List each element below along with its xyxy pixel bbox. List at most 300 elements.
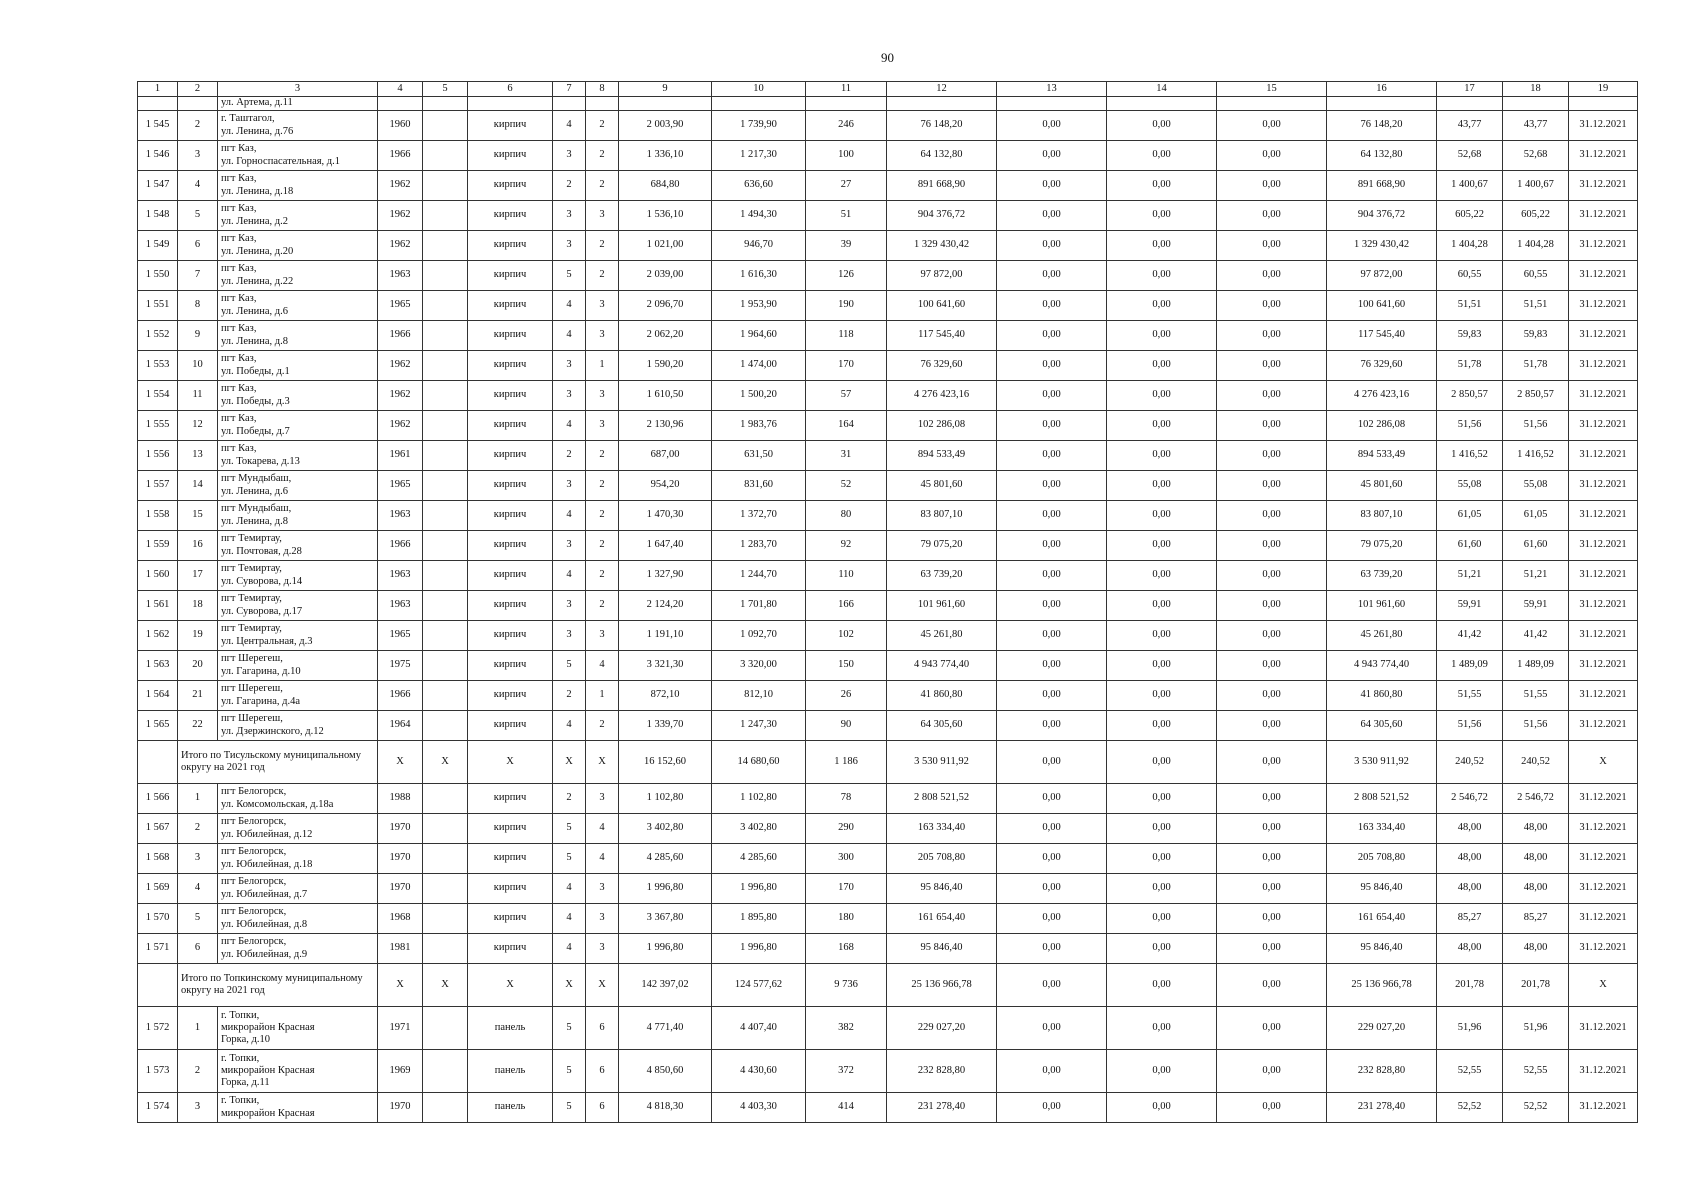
table-cell: кирпич	[468, 711, 553, 741]
address-cell: г. Топки, микрорайон Красная Горка, д.10	[218, 1007, 378, 1050]
table-cell: 1 559	[138, 531, 178, 561]
address-cell: пгт Темиртау, ул. Суворова, д.17	[218, 591, 378, 621]
table-row	[138, 111, 1638, 141]
table-cell: 164	[806, 411, 887, 441]
table-cell: 16	[178, 531, 218, 561]
table-cell: 1 996,80	[712, 934, 806, 964]
table-row	[138, 411, 1638, 441]
table-cell: 63 739,20	[1327, 561, 1437, 591]
column-number-header: 9	[619, 82, 712, 97]
table-cell: 61,60	[1503, 531, 1569, 561]
address-cell: пгт Каз, ул. Горноспасательная, д.1	[218, 141, 378, 171]
table-cell: кирпич	[468, 651, 553, 681]
table-cell: 166	[806, 591, 887, 621]
table-cell: 0,00	[1217, 231, 1327, 261]
table-cell: кирпич	[468, 231, 553, 261]
table-cell: 2 124,20	[619, 591, 712, 621]
table-cell: 19	[178, 621, 218, 651]
table-cell: 3	[553, 351, 586, 381]
table-cell	[423, 621, 468, 651]
column-number-header: 8	[586, 82, 619, 97]
table-cell: 4 430,60	[712, 1050, 806, 1093]
table-cell: 904 376,72	[887, 201, 997, 231]
table-cell	[423, 261, 468, 291]
table-cell: 31.12.2021	[1569, 814, 1638, 844]
table-cell: 1 647,40	[619, 531, 712, 561]
table-cell: 1	[586, 681, 619, 711]
column-number-header: 11	[806, 82, 887, 97]
table-cell	[712, 97, 806, 111]
table-cell: 31.12.2021	[1569, 844, 1638, 874]
table-cell: 31.12.2021	[1569, 1093, 1638, 1123]
table-cell: 51	[806, 201, 887, 231]
address-cell: пгт Шерегеш, ул. Гагарина, д.10	[218, 651, 378, 681]
table-cell	[423, 784, 468, 814]
table-cell: кирпич	[468, 844, 553, 874]
table-cell	[423, 651, 468, 681]
address-cell: пгт Шерегеш, ул. Гагарина, д.4а	[218, 681, 378, 711]
table-cell: 0,00	[1217, 651, 1327, 681]
table-cell	[423, 561, 468, 591]
table-cell: 0,00	[997, 651, 1107, 681]
address-cell: пгт Шерегеш, ул. Дзержинского, д.12	[218, 711, 378, 741]
table-cell	[586, 97, 619, 111]
table-cell: 605,22	[1503, 201, 1569, 231]
table-cell: 0,00	[997, 874, 1107, 904]
table-cell: 52	[806, 471, 887, 501]
table-cell	[553, 97, 586, 111]
table-cell: 0,00	[1107, 621, 1217, 651]
table-cell: 1963	[378, 501, 423, 531]
table-cell: кирпич	[468, 904, 553, 934]
table-cell: 1 102,80	[619, 784, 712, 814]
table-cell: кирпич	[468, 321, 553, 351]
table-cell: 1 562	[138, 621, 178, 651]
table-cell: кирпич	[468, 814, 553, 844]
table-cell: 31.12.2021	[1569, 1007, 1638, 1050]
table-cell: 0,00	[1107, 561, 1217, 591]
address-cell: пгт Темиртау, ул. Центральная, д.3	[218, 621, 378, 651]
table-cell: 31.12.2021	[1569, 351, 1638, 381]
table-row	[138, 441, 1638, 471]
table-cell: 872,10	[619, 681, 712, 711]
table-cell: 0,00	[997, 784, 1107, 814]
table-cell: 4	[553, 321, 586, 351]
subtotal-cell: X	[468, 964, 553, 1007]
table-cell: 0,00	[1107, 784, 1217, 814]
table-cell: 1	[178, 1007, 218, 1050]
table-cell: кирпич	[468, 681, 553, 711]
column-number-header: 16	[1327, 82, 1437, 97]
table-row	[138, 711, 1638, 741]
table-cell: 117 545,40	[887, 321, 997, 351]
table-cell: 1 610,50	[619, 381, 712, 411]
table-cell: 3	[178, 141, 218, 171]
table-cell: 5	[553, 651, 586, 681]
table-cell: 1 565	[138, 711, 178, 741]
table-cell: 41 860,80	[887, 681, 997, 711]
table-cell: 0,00	[997, 381, 1107, 411]
table-cell: 0,00	[1107, 291, 1217, 321]
table-cell: 1 558	[138, 501, 178, 531]
table-cell: 45 261,80	[887, 621, 997, 651]
table-cell: 3 367,80	[619, 904, 712, 934]
table-cell: 2 808 521,52	[1327, 784, 1437, 814]
table-cell: 1	[178, 784, 218, 814]
table-cell	[423, 1050, 468, 1093]
table-cell: 2	[586, 501, 619, 531]
table-cell: 31.12.2021	[1569, 441, 1638, 471]
table-cell: 1963	[378, 561, 423, 591]
table-cell	[997, 97, 1107, 111]
table-cell: кирпич	[468, 291, 553, 321]
table-cell: 5	[178, 904, 218, 934]
table-cell: 31.12.2021	[1569, 681, 1638, 711]
table-cell	[423, 441, 468, 471]
table-cell: 48,00	[1437, 844, 1503, 874]
table-cell: 9	[178, 321, 218, 351]
table-cell: 2 850,57	[1503, 381, 1569, 411]
table-cell: 1 244,70	[712, 561, 806, 591]
table-cell: кирпич	[468, 784, 553, 814]
table-cell: кирпич	[468, 201, 553, 231]
table-cell: 4 285,60	[712, 844, 806, 874]
table-cell: 1 494,30	[712, 201, 806, 231]
table-row	[138, 1093, 1638, 1123]
table-cell: 0,00	[1217, 814, 1327, 844]
table-cell: 95 846,40	[1327, 874, 1437, 904]
table-cell: 0,00	[1107, 1093, 1217, 1123]
table-cell: 0,00	[1107, 844, 1217, 874]
table-cell: 1965	[378, 621, 423, 651]
table-cell: 1 546	[138, 141, 178, 171]
table-cell	[423, 141, 468, 171]
table-cell: 1 571	[138, 934, 178, 964]
table-cell: 1 983,76	[712, 411, 806, 441]
table-row	[138, 621, 1638, 651]
table-cell	[423, 351, 468, 381]
table-cell: 61,05	[1437, 501, 1503, 531]
table-cell: 0,00	[1107, 261, 1217, 291]
table-row	[138, 561, 1638, 591]
subtotal-cell: 25 136 966,78	[1327, 964, 1437, 1007]
table-cell: 102	[806, 621, 887, 651]
table-cell: 76 148,20	[1327, 111, 1437, 141]
table-cell: 0,00	[1107, 904, 1217, 934]
table-cell: 3	[586, 934, 619, 964]
column-number-header: 7	[553, 82, 586, 97]
table-cell: 1 552	[138, 321, 178, 351]
table-cell: 31.12.2021	[1569, 381, 1638, 411]
table-cell: 52,52	[1437, 1093, 1503, 1123]
table-cell	[423, 844, 468, 874]
table-cell: кирпич	[468, 261, 553, 291]
table-cell: 0,00	[997, 621, 1107, 651]
table-cell: 605,22	[1437, 201, 1503, 231]
table-cell: 31.12.2021	[1569, 111, 1638, 141]
table-cell: 1 247,30	[712, 711, 806, 741]
table-cell: кирпич	[468, 171, 553, 201]
table-cell: 31.12.2021	[1569, 501, 1638, 531]
table-cell: 0,00	[1217, 441, 1327, 471]
table-header	[138, 82, 1638, 97]
table-cell: 83 807,10	[1327, 501, 1437, 531]
table-cell: 2	[586, 141, 619, 171]
table-cell: 0,00	[1217, 934, 1327, 964]
table-cell: 110	[806, 561, 887, 591]
table-cell: 3	[586, 381, 619, 411]
column-number-header: 3	[218, 82, 378, 97]
table-cell: 2	[586, 471, 619, 501]
subtotal-cell: X	[468, 741, 553, 784]
table-cell	[619, 97, 712, 111]
table-cell: 1 021,00	[619, 231, 712, 261]
table-cell: 1 555	[138, 411, 178, 441]
table-cell: 891 668,90	[1327, 171, 1437, 201]
table-cell: 0,00	[1107, 381, 1217, 411]
table-cell: 6	[586, 1007, 619, 1050]
table-cell: 2	[178, 111, 218, 141]
table-cell: 3	[553, 471, 586, 501]
table-cell: 1981	[378, 934, 423, 964]
table-cell: 1 470,30	[619, 501, 712, 531]
subtotal-cell: 0,00	[1107, 741, 1217, 784]
table-cell: 1962	[378, 351, 423, 381]
table-cell: 51,78	[1437, 351, 1503, 381]
table-cell: 1966	[378, 531, 423, 561]
table-cell	[423, 97, 468, 111]
subtotal-cell: X	[1569, 741, 1638, 784]
continuation-row	[138, 97, 1638, 111]
subtotal-cell: 1 186	[806, 741, 887, 784]
table-cell: 0,00	[1107, 531, 1217, 561]
table-row	[138, 1007, 1638, 1050]
table-cell	[423, 681, 468, 711]
table-cell: 6	[178, 231, 218, 261]
column-number-header: 14	[1107, 82, 1217, 97]
table-cell: 0,00	[1107, 814, 1217, 844]
table-cell: кирпич	[468, 381, 553, 411]
table-cell: 1975	[378, 651, 423, 681]
table-cell: 51,51	[1437, 291, 1503, 321]
table-cell	[468, 97, 553, 111]
table-cell: 1970	[378, 1093, 423, 1123]
table-cell: 0,00	[997, 561, 1107, 591]
table-cell: 31.12.2021	[1569, 171, 1638, 201]
table-cell: 4 276 423,16	[1327, 381, 1437, 411]
table-cell: 0,00	[997, 111, 1107, 141]
table-cell: 51,56	[1437, 411, 1503, 441]
table-cell: 0,00	[1217, 784, 1327, 814]
address-cell: пгт Мундыбаш, ул. Ленина, д.6	[218, 471, 378, 501]
table-cell: 1 489,09	[1437, 651, 1503, 681]
table-cell: 1 283,70	[712, 531, 806, 561]
table-cell: кирпич	[468, 501, 553, 531]
table-cell: 4	[178, 171, 218, 201]
table-cell: 2 003,90	[619, 111, 712, 141]
table-cell: 0,00	[997, 231, 1107, 261]
subtotal-cell: 0,00	[997, 741, 1107, 784]
table-cell: 0,00	[1107, 471, 1217, 501]
table-cell: 3	[586, 201, 619, 231]
address-cell: пгт Каз, ул. Ленина, д.20	[218, 231, 378, 261]
table-cell: 894 533,49	[1327, 441, 1437, 471]
table-cell: 64 132,80	[1327, 141, 1437, 171]
table-cell: 59,83	[1437, 321, 1503, 351]
table-cell	[423, 934, 468, 964]
table-cell: 4	[586, 814, 619, 844]
table-cell: 0,00	[1107, 934, 1217, 964]
table-cell: 117 545,40	[1327, 321, 1437, 351]
table-cell: 1 953,90	[712, 291, 806, 321]
table-cell: панель	[468, 1093, 553, 1123]
table-cell: 0,00	[1107, 441, 1217, 471]
table-cell: 1 964,60	[712, 321, 806, 351]
table-row	[138, 651, 1638, 681]
table-cell: 41,42	[1437, 621, 1503, 651]
table-cell: 2	[553, 441, 586, 471]
table-cell: 0,00	[1107, 1007, 1217, 1050]
table-cell: 0,00	[1217, 171, 1327, 201]
table-cell: 180	[806, 904, 887, 934]
column-number-header: 10	[712, 82, 806, 97]
table-row	[138, 904, 1638, 934]
table-cell: 90	[806, 711, 887, 741]
table-cell: 51,96	[1437, 1007, 1503, 1050]
table-cell: 1 329 430,42	[1327, 231, 1437, 261]
table-cell: 61,05	[1503, 501, 1569, 531]
table-cell: 1 500,20	[712, 381, 806, 411]
table-cell: 3	[586, 291, 619, 321]
table-cell: 52,55	[1437, 1050, 1503, 1093]
column-number-row	[138, 82, 1638, 97]
table-cell: 0,00	[997, 291, 1107, 321]
table-body	[138, 97, 1638, 1123]
table-cell: 2	[586, 231, 619, 261]
table-cell	[423, 904, 468, 934]
table-cell: 2	[178, 1050, 218, 1093]
table-cell: 1 574	[138, 1093, 178, 1123]
table-cell: 31.12.2021	[1569, 591, 1638, 621]
table-cell: 4 285,60	[619, 844, 712, 874]
table-cell: 45 801,60	[1327, 471, 1437, 501]
table-cell: 831,60	[712, 471, 806, 501]
table-cell: 1962	[378, 231, 423, 261]
table-cell: 1 567	[138, 814, 178, 844]
table-cell: 95 846,40	[1327, 934, 1437, 964]
table-cell: 43,77	[1437, 111, 1503, 141]
table-cell: кирпич	[468, 441, 553, 471]
table-cell: 1 474,00	[712, 351, 806, 381]
table-cell: 76 148,20	[887, 111, 997, 141]
table-cell: 163 334,40	[887, 814, 997, 844]
table-cell: 0,00	[1217, 591, 1327, 621]
table-cell: 78	[806, 784, 887, 814]
table-cell	[423, 711, 468, 741]
address-cell: пгт Каз, ул. Победы, д.7	[218, 411, 378, 441]
table-cell: 0,00	[1217, 711, 1327, 741]
column-number-header: 4	[378, 82, 423, 97]
table-cell: 161 654,40	[1327, 904, 1437, 934]
subtotal-cell: 14 680,60	[712, 741, 806, 784]
table-cell: 31.12.2021	[1569, 711, 1638, 741]
subtotal-cell: 16 152,60	[619, 741, 712, 784]
table-cell: 0,00	[1217, 351, 1327, 381]
table-cell: 1962	[378, 201, 423, 231]
table-cell: 85,27	[1503, 904, 1569, 934]
table-row	[138, 321, 1638, 351]
column-number-header: 1	[138, 82, 178, 97]
table-cell: 1 563	[138, 651, 178, 681]
table-cell	[887, 97, 997, 111]
table-cell: 31.12.2021	[1569, 231, 1638, 261]
table-cell: 51,56	[1437, 711, 1503, 741]
table-cell: 64 305,60	[887, 711, 997, 741]
table-cell: 3	[553, 381, 586, 411]
column-number-header: 6	[468, 82, 553, 97]
table-cell	[423, 111, 468, 141]
table-cell: 55,08	[1437, 471, 1503, 501]
table-cell: 1966	[378, 321, 423, 351]
table-cell: 0,00	[997, 351, 1107, 381]
subtotal-label: Итого по Тисульскому муниципальному округу на 2021 год	[178, 741, 378, 784]
table-cell: 1 739,90	[712, 111, 806, 141]
table-cell: 1 551	[138, 291, 178, 321]
table-cell: 1 570	[138, 904, 178, 934]
table-cell: 31.12.2021	[1569, 471, 1638, 501]
table-cell: 51,21	[1437, 561, 1503, 591]
table-cell: 41 860,80	[1327, 681, 1437, 711]
table-cell: 1 536,10	[619, 201, 712, 231]
table-cell: 76 329,60	[1327, 351, 1437, 381]
table-cell: кирпич	[468, 531, 553, 561]
table-cell: 1970	[378, 814, 423, 844]
table-cell: 1 545	[138, 111, 178, 141]
table-cell	[138, 97, 178, 111]
table-row	[138, 231, 1638, 261]
address-cell: пгт Белогорск, ул. Комсомольская, д.18а	[218, 784, 378, 814]
table-cell: 10	[178, 351, 218, 381]
table-cell: 80	[806, 501, 887, 531]
table-cell: 0,00	[1107, 141, 1217, 171]
table-cell: 1962	[378, 411, 423, 441]
table-cell: 1 102,80	[712, 784, 806, 814]
table-cell: 0,00	[1217, 1093, 1327, 1123]
column-number-header: 12	[887, 82, 997, 97]
subtotal-row	[138, 964, 1638, 1007]
subtotal-cell: 142 397,02	[619, 964, 712, 1007]
table-row	[138, 471, 1638, 501]
subtotal-cell: X	[586, 741, 619, 784]
subtotal-cell: X	[1569, 964, 1638, 1007]
table-cell: 0,00	[997, 171, 1107, 201]
table-cell: 83 807,10	[887, 501, 997, 531]
subtotal-row	[138, 741, 1638, 784]
table-cell: 3	[553, 531, 586, 561]
table-cell: 3	[586, 904, 619, 934]
table-row	[138, 291, 1638, 321]
table-cell: 59,83	[1503, 321, 1569, 351]
column-number-header: 15	[1217, 82, 1327, 97]
table-cell: 1 569	[138, 874, 178, 904]
table-cell: 414	[806, 1093, 887, 1123]
table-cell: 0,00	[1107, 321, 1217, 351]
table-cell: 51,21	[1503, 561, 1569, 591]
table-cell: 0,00	[1217, 261, 1327, 291]
table-cell: 3 320,00	[712, 651, 806, 681]
table-cell: 4	[553, 934, 586, 964]
table-cell: 2 850,57	[1437, 381, 1503, 411]
